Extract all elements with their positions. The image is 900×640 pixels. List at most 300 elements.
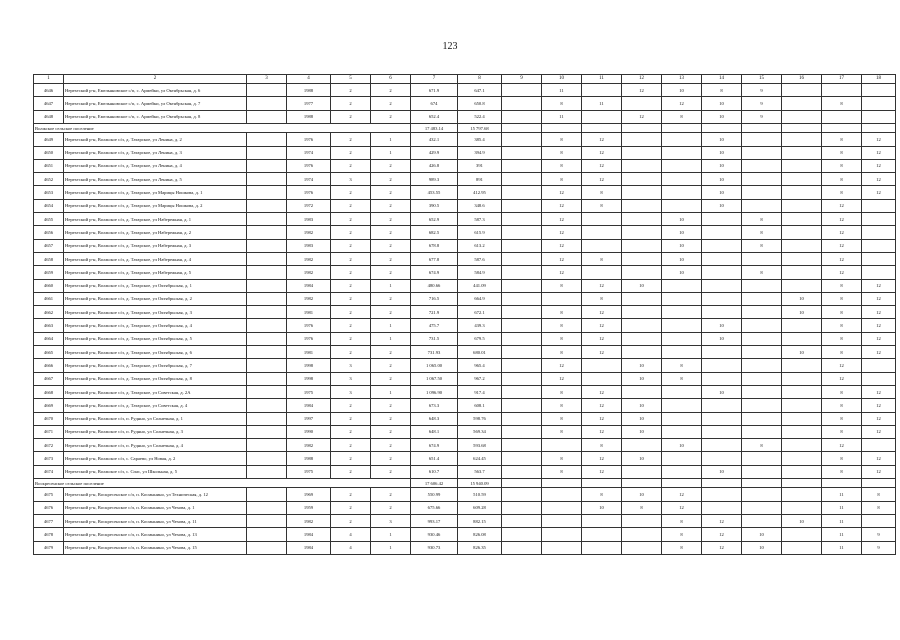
table-cell: 12 <box>542 186 582 199</box>
address-cell: Нерехтский р-н, Воскресенское с/п, п. Космынино, ул Чехова, д. 15 <box>64 541 247 554</box>
table-cell: 432.1 <box>411 133 458 146</box>
table-cell <box>502 346 542 359</box>
table-cell: 731.5 <box>411 332 458 345</box>
table-cell: 2 <box>331 133 371 146</box>
table-cell <box>662 159 702 172</box>
table-cell <box>782 123 822 132</box>
table-cell: 2 <box>371 412 411 425</box>
table-cell <box>622 266 662 279</box>
table-cell <box>862 123 896 132</box>
table-cell: 12 <box>862 425 896 438</box>
table-cell <box>582 123 622 132</box>
table-cell: 721.9 <box>411 306 458 319</box>
row-number: 4652 <box>34 173 64 186</box>
table-cell: 10 <box>702 465 742 478</box>
table-cell: 8 <box>822 425 862 438</box>
table-cell <box>622 465 662 478</box>
table-cell <box>742 159 782 172</box>
row-number: 4658 <box>34 252 64 265</box>
table-cell: 1988 <box>287 84 331 97</box>
table-cell: 9 <box>742 84 782 97</box>
address-cell: Нерехтский р-н, Волжское с/п, д. Татарское, ул Октябрьская, д. 6 <box>64 346 247 359</box>
table-cell: 1977 <box>287 97 331 110</box>
table-cell <box>622 385 662 398</box>
table-cell <box>782 372 822 385</box>
table-cell <box>582 528 622 541</box>
table-cell <box>742 452 782 465</box>
table-cell: 1982 <box>287 266 331 279</box>
table-cell <box>782 399 822 412</box>
table-cell <box>622 528 662 541</box>
table-cell: 8 <box>542 159 582 172</box>
table-cell: 480.66 <box>411 279 458 292</box>
table-cell: 8 <box>542 346 582 359</box>
column-header: 16 <box>782 75 822 84</box>
table-cell <box>247 199 287 212</box>
table-cell <box>502 146 542 159</box>
table-cell <box>582 266 622 279</box>
table-cell <box>502 186 542 199</box>
table-cell <box>502 528 542 541</box>
table-cell <box>502 133 542 146</box>
table-cell: 12 <box>862 306 896 319</box>
row-number: 4670 <box>34 412 64 425</box>
address-cell: Нерехтский р-н, Волжское с/п, с. Спас, ул Школьная, д. 5 <box>64 465 247 478</box>
table-cell: 12 <box>862 133 896 146</box>
table-cell: 624.45 <box>458 452 502 465</box>
table-row <box>34 279 896 292</box>
table-cell: 2 <box>371 110 411 123</box>
table-cell <box>862 97 896 110</box>
table-cell <box>622 439 662 452</box>
table-cell: 441.09 <box>458 279 502 292</box>
table-cell <box>702 399 742 412</box>
table-cell: 10 <box>622 425 662 438</box>
table-cell: 550.99 <box>411 488 458 501</box>
row-number: 4660 <box>34 279 64 292</box>
table-cell: 587.3 <box>458 213 502 226</box>
table-cell: 10 <box>742 528 782 541</box>
address-cell: Нерехтский р-н, Волжское с/п, д. Татарское, ул Набережная, д. 5 <box>64 266 247 279</box>
table-cell <box>247 213 287 226</box>
table-row <box>34 110 896 123</box>
table-cell <box>662 319 702 332</box>
table-cell <box>247 425 287 438</box>
table-cell <box>702 266 742 279</box>
table-cell: 8 <box>542 173 582 186</box>
table-cell: 12 <box>662 501 702 514</box>
table-cell: 12 <box>862 412 896 425</box>
table-cell <box>502 465 542 478</box>
table-cell <box>862 479 896 488</box>
table-row <box>34 252 896 265</box>
table-cell: 10 <box>622 372 662 385</box>
table-cell: 2 <box>371 359 411 372</box>
table-cell: 12 <box>822 239 862 252</box>
table-body <box>34 84 896 555</box>
table-cell: 10 <box>782 292 822 305</box>
table-cell: 12 <box>822 252 862 265</box>
table-cell <box>622 239 662 252</box>
table-cell <box>782 146 822 159</box>
table-cell <box>782 385 822 398</box>
table-cell <box>247 173 287 186</box>
table-cell <box>502 199 542 212</box>
table-cell <box>247 319 287 332</box>
table-cell: 8 <box>582 199 622 212</box>
table-cell: 672.1 <box>458 306 502 319</box>
table-cell: 8 <box>742 266 782 279</box>
table-cell: 12 <box>542 372 582 385</box>
table-cell <box>582 239 622 252</box>
table-cell: 12 <box>862 173 896 186</box>
table-cell: 2 <box>331 213 371 226</box>
table-cell: 2 <box>331 346 371 359</box>
table-cell: 1 <box>371 133 411 146</box>
table-cell <box>622 541 662 554</box>
table-cell: 882.15 <box>458 514 502 527</box>
table-cell: 609.28 <box>458 501 502 514</box>
table-cell <box>247 133 287 146</box>
table-cell <box>862 439 896 452</box>
table-cell: 8 <box>542 279 582 292</box>
address-cell: Нерехтский р-н, Волжское с/п, д. Татарское, ул Ленина, д. 2 <box>64 133 247 146</box>
table-cell <box>247 399 287 412</box>
table-cell: 2 <box>371 159 411 172</box>
table-cell: 674.9 <box>411 266 458 279</box>
table-cell <box>742 173 782 186</box>
table-cell <box>782 501 822 514</box>
column-header: 10 <box>542 75 582 84</box>
table-cell: 2 <box>331 439 371 452</box>
row-number: 4648 <box>34 110 64 123</box>
table-cell: 11 <box>822 514 862 527</box>
table-cell <box>862 110 896 123</box>
table-cell: 2 <box>371 226 411 239</box>
table-cell: 10 <box>702 385 742 398</box>
table-cell: 394.9 <box>458 146 502 159</box>
table-cell: 682.5 <box>411 226 458 239</box>
table-cell: 1984 <box>287 279 331 292</box>
row-number: 4668 <box>34 385 64 398</box>
table-cell: 8 <box>662 359 702 372</box>
table-cell: 8 <box>542 306 582 319</box>
row-number: 4662 <box>34 306 64 319</box>
section-subtotal-row <box>34 123 896 132</box>
table-cell: 2 <box>371 425 411 438</box>
table-cell <box>502 123 542 132</box>
table-cell: 8 <box>542 399 582 412</box>
table-cell <box>247 186 287 199</box>
table-cell: 8 <box>822 346 862 359</box>
table-cell <box>247 541 287 554</box>
table-cell <box>622 514 662 527</box>
table-cell: 2 <box>331 501 371 514</box>
table-cell: 993.17 <box>411 514 458 527</box>
table-cell <box>582 514 622 527</box>
table-row <box>34 159 896 172</box>
table-cell: 12 <box>582 452 622 465</box>
table-cell <box>702 226 742 239</box>
row-number: 4675 <box>34 488 64 501</box>
table-cell <box>502 84 542 97</box>
table-cell <box>582 84 622 97</box>
table-cell <box>862 226 896 239</box>
table-cell: 8 <box>822 452 862 465</box>
table-cell: 12 <box>582 412 622 425</box>
table-cell: 671.9 <box>411 84 458 97</box>
table-cell: 1984 <box>287 528 331 541</box>
table-cell: 680.01 <box>458 346 502 359</box>
column-header: 12 <box>622 75 662 84</box>
table-cell <box>542 292 582 305</box>
table-cell: 679.5 <box>458 332 502 345</box>
table-cell: 11 <box>542 84 582 97</box>
table-cell <box>862 84 896 97</box>
table-cell: 2 <box>371 199 411 212</box>
table-cell: 674.9 <box>411 439 458 452</box>
table-cell: 647.1 <box>458 84 502 97</box>
table-cell <box>662 465 702 478</box>
table-cell <box>862 252 896 265</box>
table-cell <box>782 452 822 465</box>
table-cell <box>622 199 662 212</box>
table-cell: 8 <box>542 97 582 110</box>
table-cell <box>502 319 542 332</box>
table-cell: 2 <box>371 452 411 465</box>
table-cell <box>662 385 702 398</box>
table-cell: 475.7 <box>411 319 458 332</box>
table-cell <box>247 501 287 514</box>
table-cell <box>702 425 742 438</box>
table-row <box>34 319 896 332</box>
table-cell <box>862 266 896 279</box>
table-cell: 3 <box>331 372 371 385</box>
table-cell: 11 <box>822 488 862 501</box>
table-cell: 2 <box>331 266 371 279</box>
table-cell <box>247 452 287 465</box>
table-cell <box>247 528 287 541</box>
table-cell <box>542 514 582 527</box>
table-row <box>34 97 896 110</box>
table-cell: 2 <box>331 412 371 425</box>
table-cell: 12 <box>582 306 622 319</box>
table-cell: 8 <box>542 425 582 438</box>
table-cell: 12 <box>862 332 896 345</box>
table-cell <box>782 213 822 226</box>
table-cell <box>702 279 742 292</box>
housing-register-table <box>33 74 896 555</box>
table-cell: 2 <box>331 110 371 123</box>
address-cell: Нерехтский р-н, Волжское с/п, д. Татарское, ул Набережная, д. 2 <box>64 226 247 239</box>
table-cell: 675.66 <box>411 501 458 514</box>
table-cell: 8 <box>542 412 582 425</box>
row-number: 4647 <box>34 97 64 110</box>
table-row <box>34 146 896 159</box>
column-header: 5 <box>331 75 371 84</box>
table-cell: 348.6 <box>458 199 502 212</box>
table-cell: 12 <box>542 199 582 212</box>
address-cell: Нерехтский р-н, Волжское с/п, п. Руднно, ул Солнечная, д. 3 <box>64 425 247 438</box>
table-cell <box>502 372 542 385</box>
table-cell: 2 <box>331 292 371 305</box>
table-cell: 12 <box>862 292 896 305</box>
table-cell: 12 <box>822 266 862 279</box>
table-cell: 2 <box>371 372 411 385</box>
table-cell <box>247 465 287 478</box>
table-cell: 12 <box>662 97 702 110</box>
table-cell: 2 <box>331 488 371 501</box>
table-cell: 1988 <box>287 110 331 123</box>
table-cell <box>247 146 287 159</box>
table-cell: 12 <box>702 528 742 541</box>
address-cell: Нерехтский р-н, Волжское с/п, д. Татарское, ул Набережная, д. 3 <box>64 239 247 252</box>
table-cell: 1983 <box>287 239 331 252</box>
table-cell <box>542 541 582 554</box>
table-cell: 1982 <box>287 514 331 527</box>
table-cell: 12 <box>582 319 622 332</box>
table-cell: 1976 <box>287 319 331 332</box>
table-cell: 930.46 <box>411 528 458 541</box>
column-header: 15 <box>742 75 782 84</box>
table-cell <box>742 146 782 159</box>
table-cell <box>862 213 896 226</box>
table-cell: 1976 <box>287 332 331 345</box>
table-cell <box>742 514 782 527</box>
table-cell <box>742 479 782 488</box>
table-cell: 12 <box>582 146 622 159</box>
table-cell: 8 <box>582 292 622 305</box>
table-row <box>34 346 896 359</box>
table-row <box>34 199 896 212</box>
table-cell: 2 <box>371 488 411 501</box>
table-cell <box>782 133 822 146</box>
table-cell <box>502 239 542 252</box>
table-cell: 10 <box>702 146 742 159</box>
table-row <box>34 292 896 305</box>
row-number: 4671 <box>34 425 64 438</box>
table-cell <box>662 306 702 319</box>
table-cell: 9 <box>742 110 782 123</box>
column-header: 13 <box>662 75 702 84</box>
table-cell: 610.7 <box>411 465 458 478</box>
table-cell <box>702 123 742 132</box>
table-cell <box>742 425 782 438</box>
table-cell: 1 065.00 <box>411 359 458 372</box>
table-cell: 12 <box>582 399 622 412</box>
table-cell <box>502 399 542 412</box>
table-cell <box>782 359 822 372</box>
table-cell: 1 <box>371 319 411 332</box>
table-cell <box>742 372 782 385</box>
table-cell: 1976 <box>287 159 331 172</box>
table-cell <box>742 186 782 199</box>
table-cell <box>622 173 662 186</box>
table-cell <box>582 226 622 239</box>
table-cell: 2 <box>331 226 371 239</box>
table-cell: 10 <box>702 186 742 199</box>
row-number: 4665 <box>34 346 64 359</box>
row-number: 4651 <box>34 159 64 172</box>
table-cell: 1 <box>371 528 411 541</box>
table-cell <box>782 173 822 186</box>
table-cell <box>622 213 662 226</box>
table-cell: 10 <box>622 412 662 425</box>
table-cell: 1969 <box>287 488 331 501</box>
table-cell: 8 <box>822 399 862 412</box>
table-cell: 12 <box>862 346 896 359</box>
table-cell: 8 <box>702 84 742 97</box>
table-cell: 8 <box>542 332 582 345</box>
table-cell: 12 <box>822 199 862 212</box>
row-number: 4657 <box>34 239 64 252</box>
table-cell <box>742 279 782 292</box>
table-cell: 10 <box>782 306 822 319</box>
table-cell: 2 <box>331 239 371 252</box>
address-cell: Нерехтский р-н, Емельяновское с/п, с. Армейки, ул Октябрьская, д. 8 <box>64 110 247 123</box>
table-cell: 2 <box>371 213 411 226</box>
table-cell: 439.3 <box>458 319 502 332</box>
table-cell: 12 <box>862 186 896 199</box>
table-cell: 8 <box>542 385 582 398</box>
column-header-row <box>34 75 896 84</box>
table-cell: 10 <box>702 332 742 345</box>
table-cell: 12 <box>862 279 896 292</box>
address-cell: Нерехтский р-н, Волжское с/п, д. Татарское, ул Ленина, д. 5 <box>64 173 247 186</box>
address-cell: Нерехтский р-н, Волжское с/п, д. Татарское, ул Советская, д. 2А <box>64 385 247 398</box>
column-header: 17 <box>822 75 862 84</box>
table-cell <box>782 332 822 345</box>
section-label: Воскресенское сельское поселение <box>34 479 411 488</box>
address-cell: Нерехтский р-н, Волжское с/п, д. Татарское, ул Ленина, д. 4 <box>64 159 247 172</box>
table-cell: 10 <box>622 452 662 465</box>
table-cell: 12 <box>542 226 582 239</box>
table-cell <box>702 501 742 514</box>
table-cell: 10 <box>702 97 742 110</box>
table-cell <box>502 306 542 319</box>
table-cell: 1982 <box>287 252 331 265</box>
table-cell <box>782 199 822 212</box>
table-cell <box>582 372 622 385</box>
column-header: 11 <box>582 75 622 84</box>
table-cell: 12 <box>622 110 662 123</box>
table-row <box>34 173 896 186</box>
table-cell: 1972 <box>287 199 331 212</box>
table-cell: 2 <box>331 452 371 465</box>
table-row <box>34 488 896 501</box>
table-cell <box>662 123 702 132</box>
table-cell: 10 <box>702 110 742 123</box>
table-cell: 2 <box>331 97 371 110</box>
table-cell <box>662 279 702 292</box>
table-cell <box>622 133 662 146</box>
table-cell: 2 <box>331 159 371 172</box>
row-number: 4663 <box>34 319 64 332</box>
table-cell: 12 <box>862 399 896 412</box>
table-cell: 12 <box>582 133 622 146</box>
table-cell: 12 <box>702 514 742 527</box>
address-cell: Нерехтский р-н, Волжское с/п, д. Татарское, ул Набережная, д. 4 <box>64 252 247 265</box>
address-cell: Нерехтский р-н, Волжское с/п, д. Татарское, ул Ленина, д. 3 <box>64 146 247 159</box>
table-cell: 12 <box>862 385 896 398</box>
table-cell: 10 <box>582 501 622 514</box>
table-cell <box>622 226 662 239</box>
table-cell <box>662 425 702 438</box>
table-cell <box>502 514 542 527</box>
table-cell: 2 <box>331 332 371 345</box>
address-cell: Нерехтский р-н, Волжское с/п, д. Татарское, ул Марицы Ношкова, д. 1 <box>64 186 247 199</box>
table-cell <box>742 359 782 372</box>
